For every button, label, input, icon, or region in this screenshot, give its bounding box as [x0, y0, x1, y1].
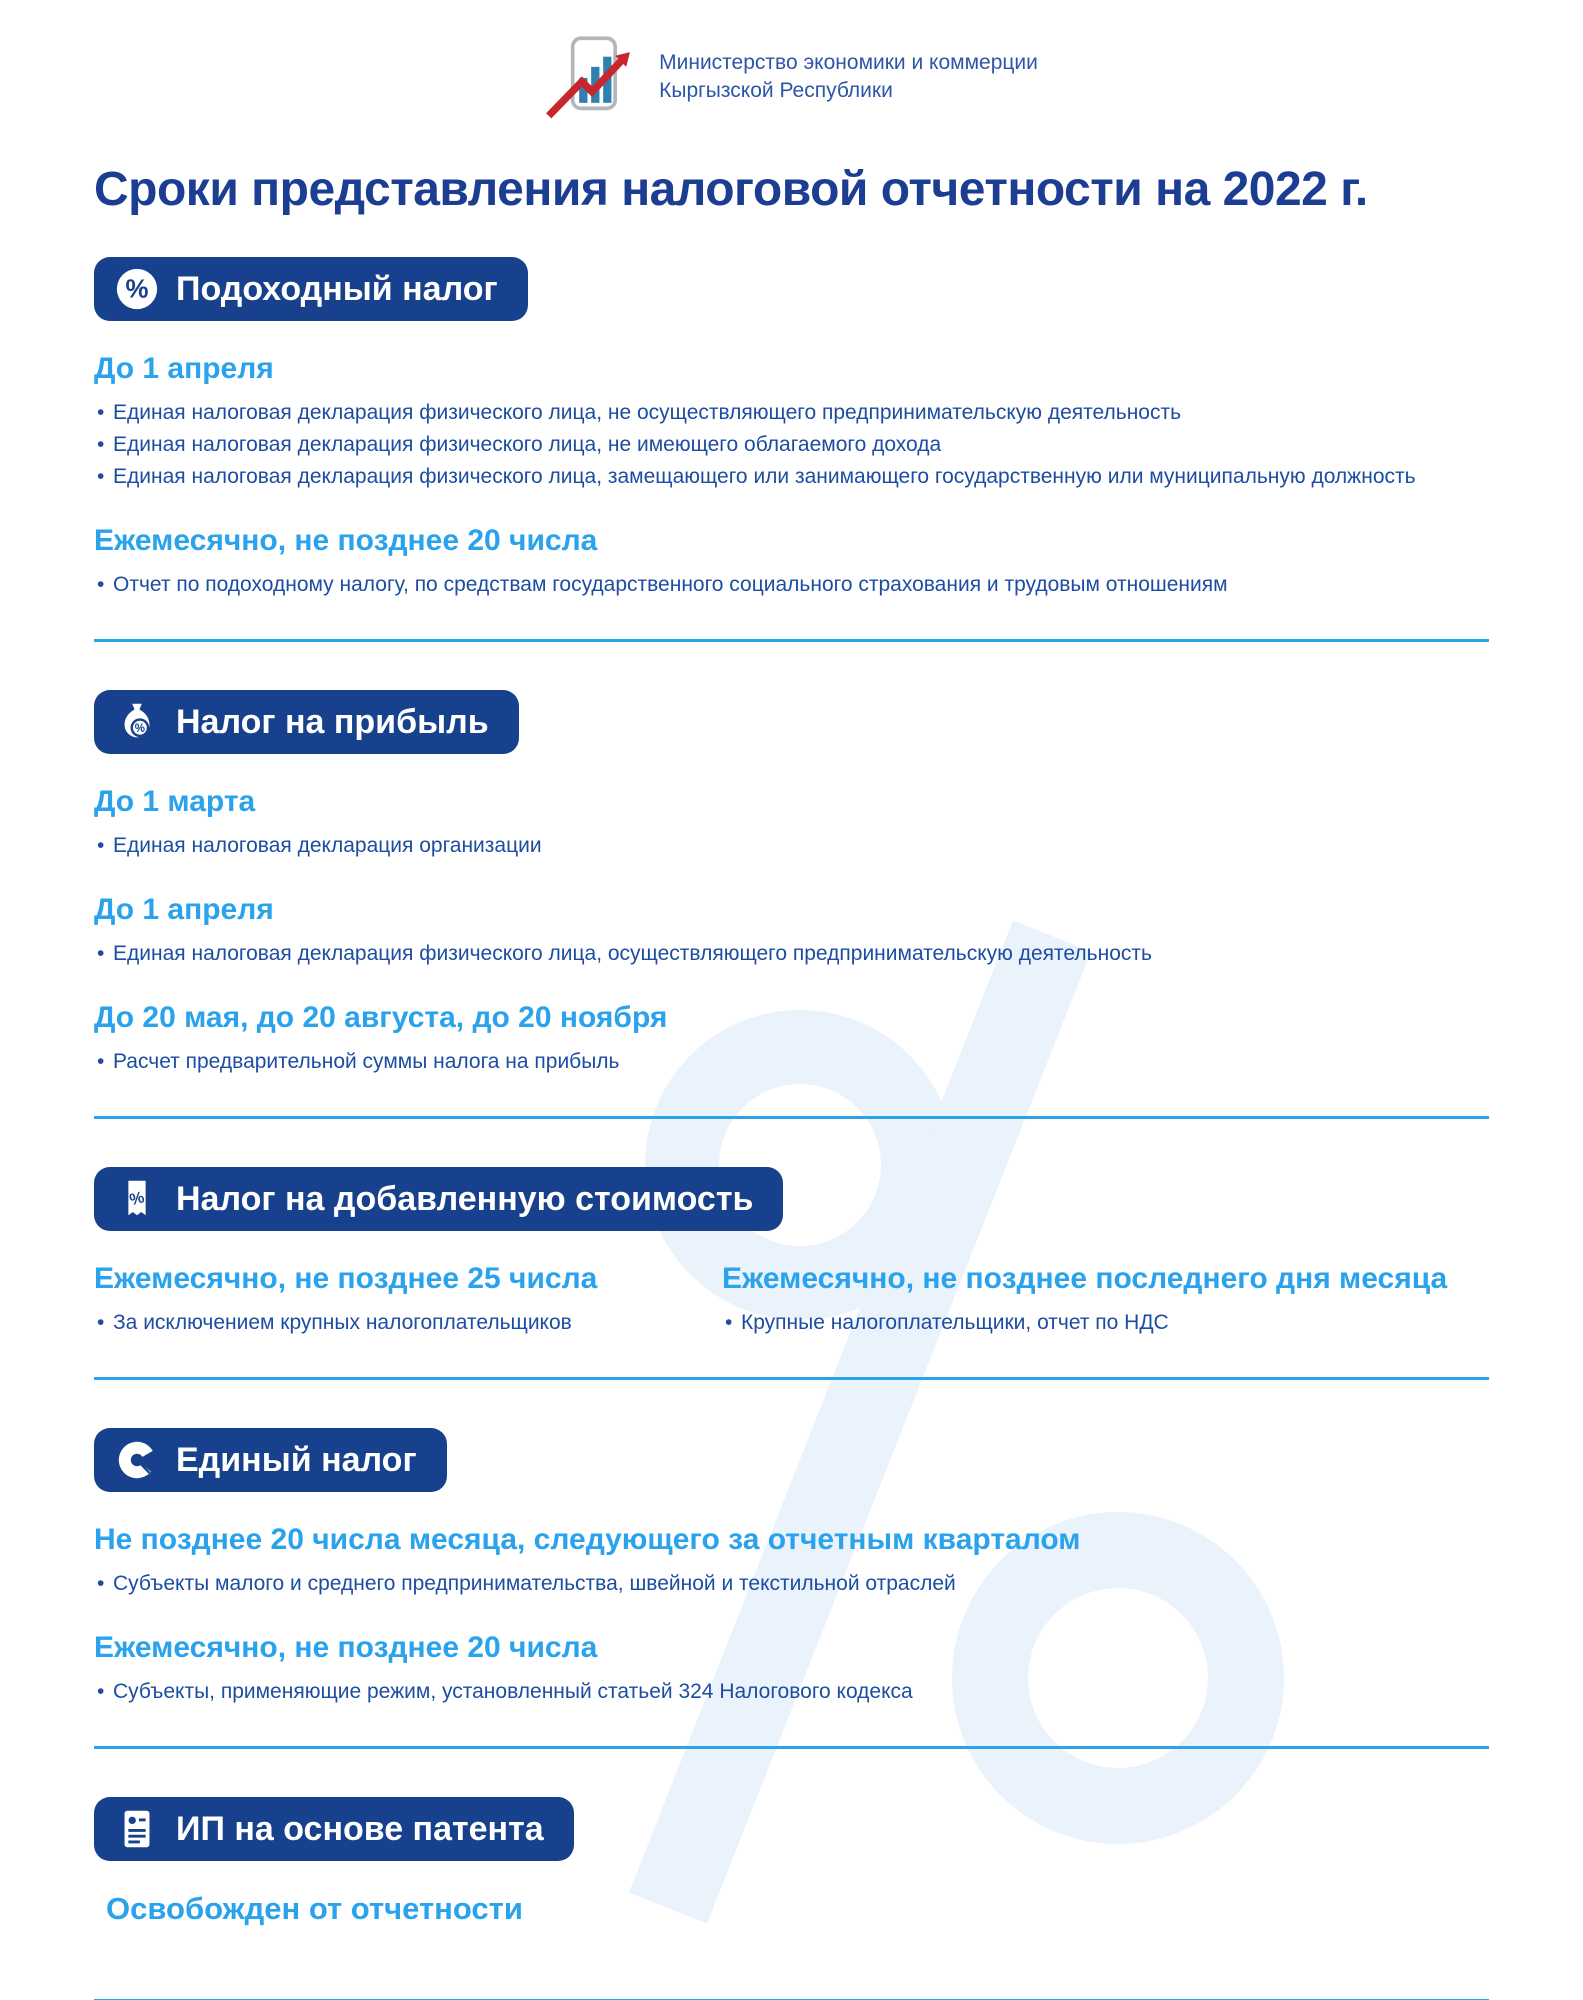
receipt-percent-icon	[114, 1176, 160, 1222]
report-list	[94, 1568, 1489, 1600]
vat-column-right	[722, 1231, 1489, 1339]
report-item: • Расчет предварительной суммы налога на прибыль	[94, 1046, 1489, 1078]
section-badge-label: Налог на добавленную стоимость	[176, 1179, 754, 1218]
report-list	[94, 1046, 1489, 1078]
report-list	[94, 1307, 722, 1339]
svg-text:%: %	[125, 275, 149, 304]
report-item: • Субъекты малого и среднего предпринимательства, швейной и текстильной отраслей	[94, 1568, 1489, 1600]
report-item: • Крупные налогоплательщики, отчет по НДС	[722, 1307, 1489, 1339]
section-badge-label: Подоходный налог	[176, 269, 498, 308]
ministry-name-line1: Министерство экономики и коммерции	[659, 50, 1038, 74]
svg-text:%: %	[127, 1188, 147, 1210]
deadline-heading: Ежемесячно, не позднее 20 числа	[94, 1630, 598, 1664]
section-profit-tax	[94, 690, 1489, 1119]
section-divider	[94, 1746, 1489, 1749]
deadline-heading: Ежемесячно, не позднее последнего дня месяца	[722, 1261, 1448, 1295]
section-badge-label: Единый налог	[176, 1440, 417, 1479]
ministry-header	[94, 0, 1489, 120]
report-item: • Единая налоговая декларация физического лица, замещающего или занимающего государственную или муниципальную должность	[94, 461, 1489, 493]
section-patent	[94, 1797, 1489, 2000]
ministry-name	[659, 49, 1038, 106]
ministry-name-line2: Кыргызской Республики	[659, 79, 893, 102]
vat-column-left	[94, 1231, 722, 1339]
report-list	[94, 938, 1489, 970]
money-bag-icon	[114, 699, 160, 745]
percent-circle-icon	[114, 266, 160, 312]
patent-note: Освобожден от отчетности	[106, 1890, 523, 1926]
report-item: • Субъекты, применяющие режим, установленный статьей 324 Налогового кодекса	[94, 1676, 1489, 1708]
deadline-heading: Не позднее 20 числа месяца, следующего за отчетным кварталом	[94, 1522, 1081, 1556]
report-item: • Единая налоговая декларация физического лица, не осуществляющего предпринимательскую деятельность	[94, 397, 1489, 429]
section-badge	[94, 690, 519, 754]
report-item: • Отчет по подоходному налогу, по средствам государственного социального страхования и трудовым отношениям	[94, 569, 1489, 601]
deadline-heading: До 1 апреля	[94, 892, 274, 926]
section-divider	[94, 1116, 1489, 1119]
report-item: • Единая налоговая декларация физического лица, осуществляющего предпринимательскую деятельность	[94, 938, 1489, 970]
section-vat	[94, 1167, 1489, 1380]
section-badge-label: Налог на прибыль	[176, 702, 489, 741]
section-badge	[94, 257, 528, 321]
report-list	[94, 397, 1489, 493]
report-item: • Единая налоговая декларация физического лица, не имеющего облагаемого дохода	[94, 429, 1489, 461]
section-divider	[94, 1377, 1489, 1380]
section-badge	[94, 1167, 783, 1231]
page-title: Сроки представления налоговой отчетности на 2022 г.	[94, 163, 1368, 216]
svg-text:%: %	[134, 722, 145, 735]
section-single-tax	[94, 1428, 1489, 1749]
section-badge-label: ИП на основе патента	[176, 1809, 544, 1848]
report-list	[94, 1676, 1489, 1708]
section-divider	[94, 639, 1489, 642]
ministry-logo-icon	[545, 34, 641, 120]
report-list	[94, 830, 1489, 862]
patent-card-icon	[114, 1806, 160, 1852]
section-badge	[94, 1797, 574, 1861]
report-item: • За исключением крупных налогоплательщиков	[94, 1307, 722, 1339]
deadline-heading: До 20 мая, до 20 августа, до 20 ноября	[94, 1000, 668, 1034]
vat-columns	[94, 1231, 1489, 1339]
deadline-heading: Ежемесячно, не позднее 20 числа	[94, 523, 598, 557]
report-list	[722, 1307, 1489, 1339]
deadline-heading: Ежемесячно, не позднее 25 числа	[94, 1261, 598, 1295]
section-badge	[94, 1428, 447, 1492]
deadline-heading: До 1 апреля	[94, 351, 274, 385]
deadline-heading: До 1 марта	[94, 784, 256, 818]
section-income-tax	[94, 257, 1489, 642]
report-item: • Единая налоговая декларация организации	[94, 830, 1489, 862]
report-list	[94, 569, 1489, 601]
pie-chart-icon	[114, 1437, 160, 1483]
